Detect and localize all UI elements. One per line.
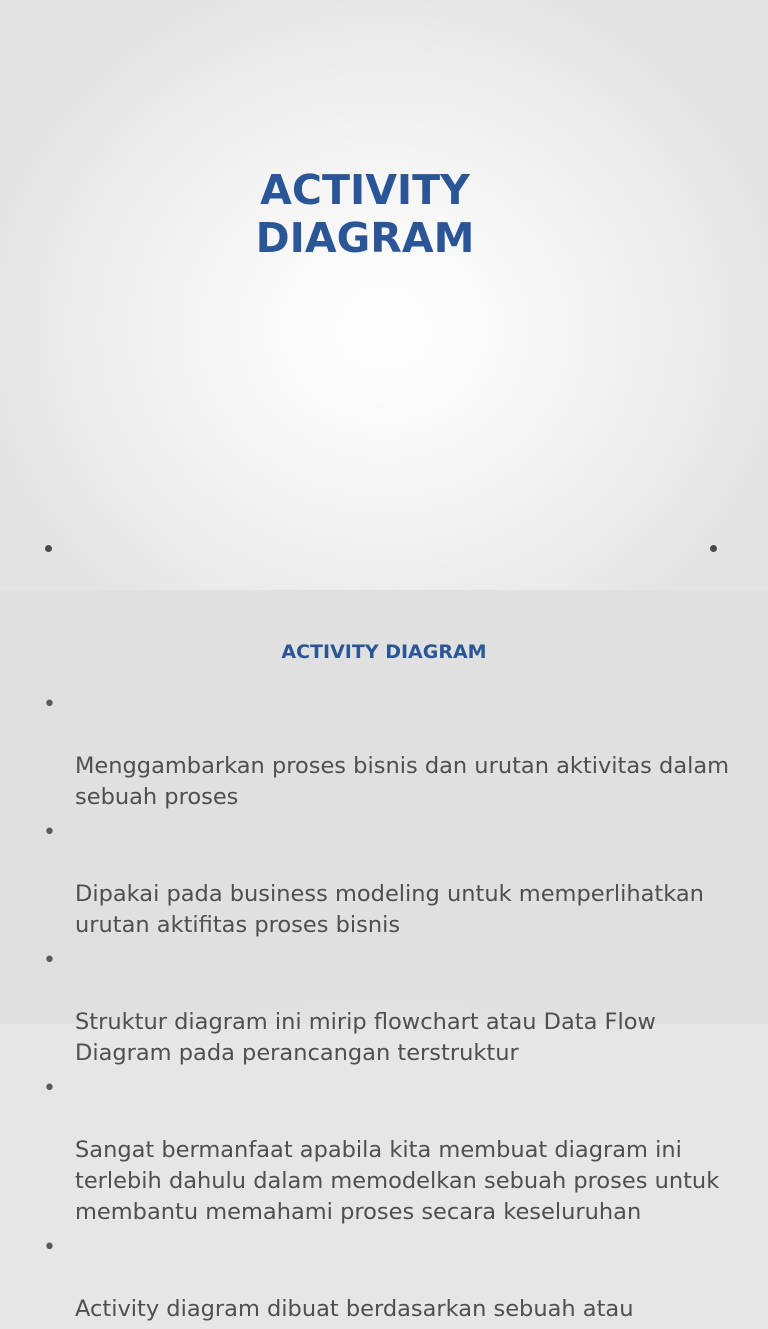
bullet-text: Struktur diagram ini mirip flowchart atau Data Flow Diagram pada perancangan terstruktur bbox=[75, 1009, 656, 1066]
bullet-dot-icon bbox=[710, 545, 717, 552]
bullet-dot-icon: • bbox=[43, 1076, 56, 1101]
slide-title-line-2: DIAGRAM bbox=[255, 214, 475, 262]
bullet-item bbox=[0, 1232, 768, 1325]
bullet-dot-icon: • bbox=[43, 1235, 56, 1260]
bullet-dot-icon bbox=[45, 545, 52, 552]
bullet-text: Menggambarkan proses bisnis dan urutan aktivitas dalam sebuah proses bbox=[75, 753, 730, 810]
bullet-item bbox=[0, 689, 768, 813]
bullet-dot-icon: • bbox=[43, 692, 56, 717]
section-heading: ACTIVITY DIAGRAM bbox=[281, 641, 487, 663]
bullet-list bbox=[0, 689, 768, 1329]
title-slide bbox=[0, 0, 768, 590]
slide-title-line-1: ACTIVITY bbox=[260, 166, 470, 214]
bullet-item bbox=[0, 1073, 768, 1228]
bullet-dot-icon: • bbox=[43, 820, 56, 845]
bullet-item bbox=[0, 945, 768, 1069]
bullet-item bbox=[0, 817, 768, 941]
bullet-text: Dipakai pada business modeling untuk memperlihatkan urutan aktifitas proses bisnis bbox=[75, 881, 704, 938]
bullet-text: Sangat bermanfaat apabila kita membuat diagram ini terlebih dahulu dalam memodelkan sebuah proses untuk membantu memahami proses secara keseluruhan bbox=[75, 1137, 720, 1225]
slide-title bbox=[0, 166, 730, 262]
bullet-text: Activity diagram dibuat berdasarkan sebuah atau bbox=[75, 1296, 634, 1322]
content-slide bbox=[0, 590, 768, 1322]
bullet-dot-icon: • bbox=[43, 948, 56, 973]
